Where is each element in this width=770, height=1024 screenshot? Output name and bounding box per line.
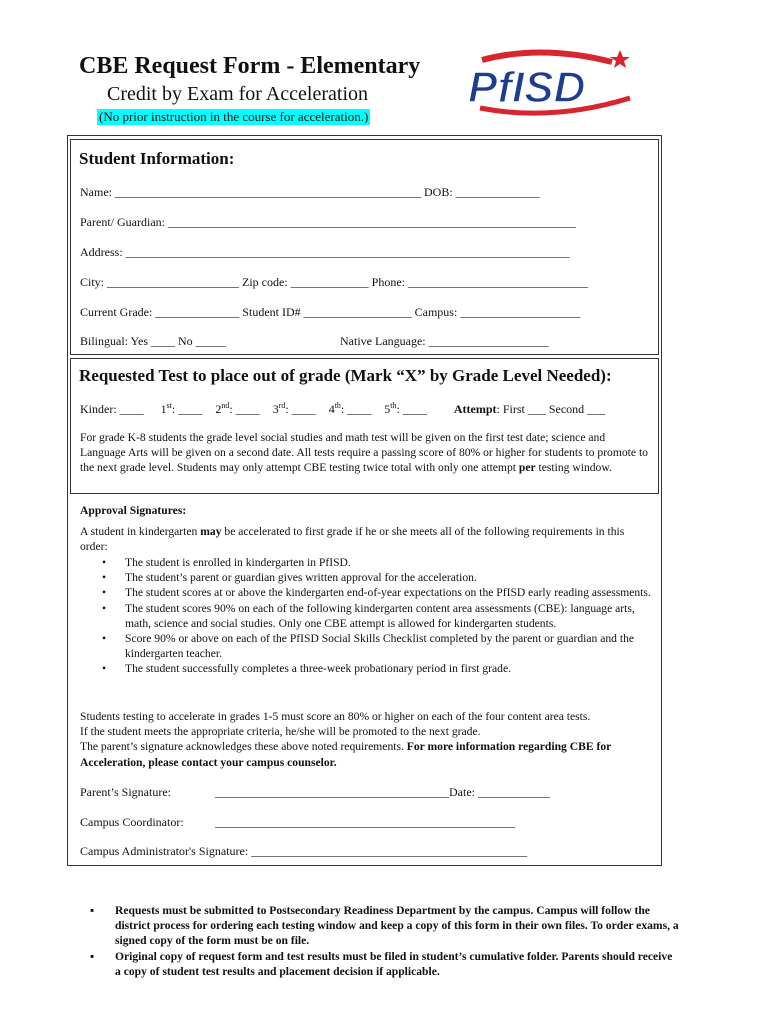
coordinator-field[interactable]: __________________________________________________	[215, 815, 515, 829]
grade-2-field[interactable]: 2nd: ____	[215, 401, 260, 416]
native-language-field[interactable]: Native Language: ____________________	[340, 334, 549, 348]
svg-text:PfISD: PfISD	[468, 63, 586, 112]
form-subtitle: Credit by Exam for Acceleration	[107, 83, 369, 105]
grades-1-5-paragraph: Students testing to accelerate in grades 1-5 must score an 80% or higher on each of the four content area tests. If the student meets the appropriate criteria, he/she will be promoted to the next grade. The parent’s signature acknowledges these above noted requirements. For more information regarding CBE for Acceleration, please contact your campus counselor.	[80, 710, 612, 769]
grade-4-field[interactable]: 4th: ____	[328, 401, 372, 416]
grade-selection-row	[80, 401, 605, 417]
requirements-list	[80, 555, 660, 677]
list-item: • The student scores 90% on each of the following kindergarten content area assessments (CBE): language arts, math, science and social studies. Only one CBE attempt is allowed for kindergarten students.	[80, 601, 660, 631]
approval-heading: Approval Signatures:	[80, 504, 187, 517]
pfisd-logo	[462, 48, 642, 118]
list-item: • The student is enrolled in kindergarten in PfISD.	[80, 555, 660, 570]
grade-id-campus-field[interactable]: Current Grade: ______________ Student ID# __________________ Campus: ____________________	[80, 305, 581, 319]
address-field[interactable]: Address: __________________________________________________________________________	[80, 245, 570, 259]
kindergarten-intro: A student in kindergarten may be accelerated to first grade if he or she meets all of the following requirements in this order:	[80, 525, 625, 554]
list-item: ▪ Original copy of request form and test results must be filed in student’s cumulative folder. Parents should receive a copy of student test results and placement decision if applicable.	[80, 949, 680, 979]
parent-guardian-field[interactable]: Parent/ Guardian: ____________________________________________________________________	[80, 215, 576, 229]
list-item: • Score 90% or above on each of the PfISD Social Skills Checklist completed by the parent or guardian and the kindergarten teacher.	[80, 631, 660, 661]
bilingual-field[interactable]: Bilingual: Yes ____ No _____	[80, 334, 226, 348]
city-zip-phone-field[interactable]: City: ______________________ Zip code: _____________ Phone: ______________________________	[80, 275, 588, 289]
coordinator-label: Campus Coordinator:	[80, 815, 184, 829]
footer-notes	[80, 903, 680, 979]
student-info-heading: Student Information:	[79, 149, 235, 168]
list-item: • The student scores at or above the kindergarten end-of-year expectations on the PfISD early reading assessments.	[80, 585, 660, 600]
parent-signature-field[interactable]: _______________________________________Date: ____________	[215, 785, 550, 799]
grade-1-field[interactable]: 1st: ____	[160, 401, 203, 416]
list-item: • The student’s parent or guardian gives written approval for the acceleration.	[80, 570, 660, 585]
list-item: • The student successfully completes a three-week probationary period in first grade.	[80, 661, 660, 676]
grade-5-field[interactable]: 5th: ____	[384, 401, 427, 416]
list-item: ▪ Requests must be submitted to Postsecondary Readiness Department by the campus. Campus will follow the district process for ordering each testing window and keep a copy of this form in their own files. To order exams, a signed copy of the form must be on file.	[80, 903, 680, 949]
parent-signature-label: Parent’s Signature:	[80, 785, 171, 799]
grade-3-field[interactable]: 3rd: ____	[272, 401, 316, 416]
name-field[interactable]: Name: ___________________________________________________ DOB: ______________	[80, 185, 540, 199]
testing-rules-paragraph: For grade K-8 students the grade level social studies and math test will be given on the first test date; science and Language Arts will be given on a second date. All tests require a passing score of 80% or higher for students to promote to the next grade level. Students may only attempt CBE testing twice total with only one attempt per testing window.	[80, 431, 648, 475]
kinder-field[interactable]: Kinder: ____	[80, 402, 144, 416]
form-title: CBE Request Form - Elementary	[79, 53, 421, 79]
requested-test-heading: Requested Test to place out of grade (Mark “X” by Grade Level Needed):	[79, 366, 612, 385]
attempt-field[interactable]: Attempt: First ___ Second ___	[453, 402, 606, 416]
highlight-note: (No prior instruction in the course for acceleration.)	[99, 109, 369, 124]
administrator-signature-field[interactable]: Campus Administrator's Signature: ______________________________________________	[80, 844, 528, 858]
